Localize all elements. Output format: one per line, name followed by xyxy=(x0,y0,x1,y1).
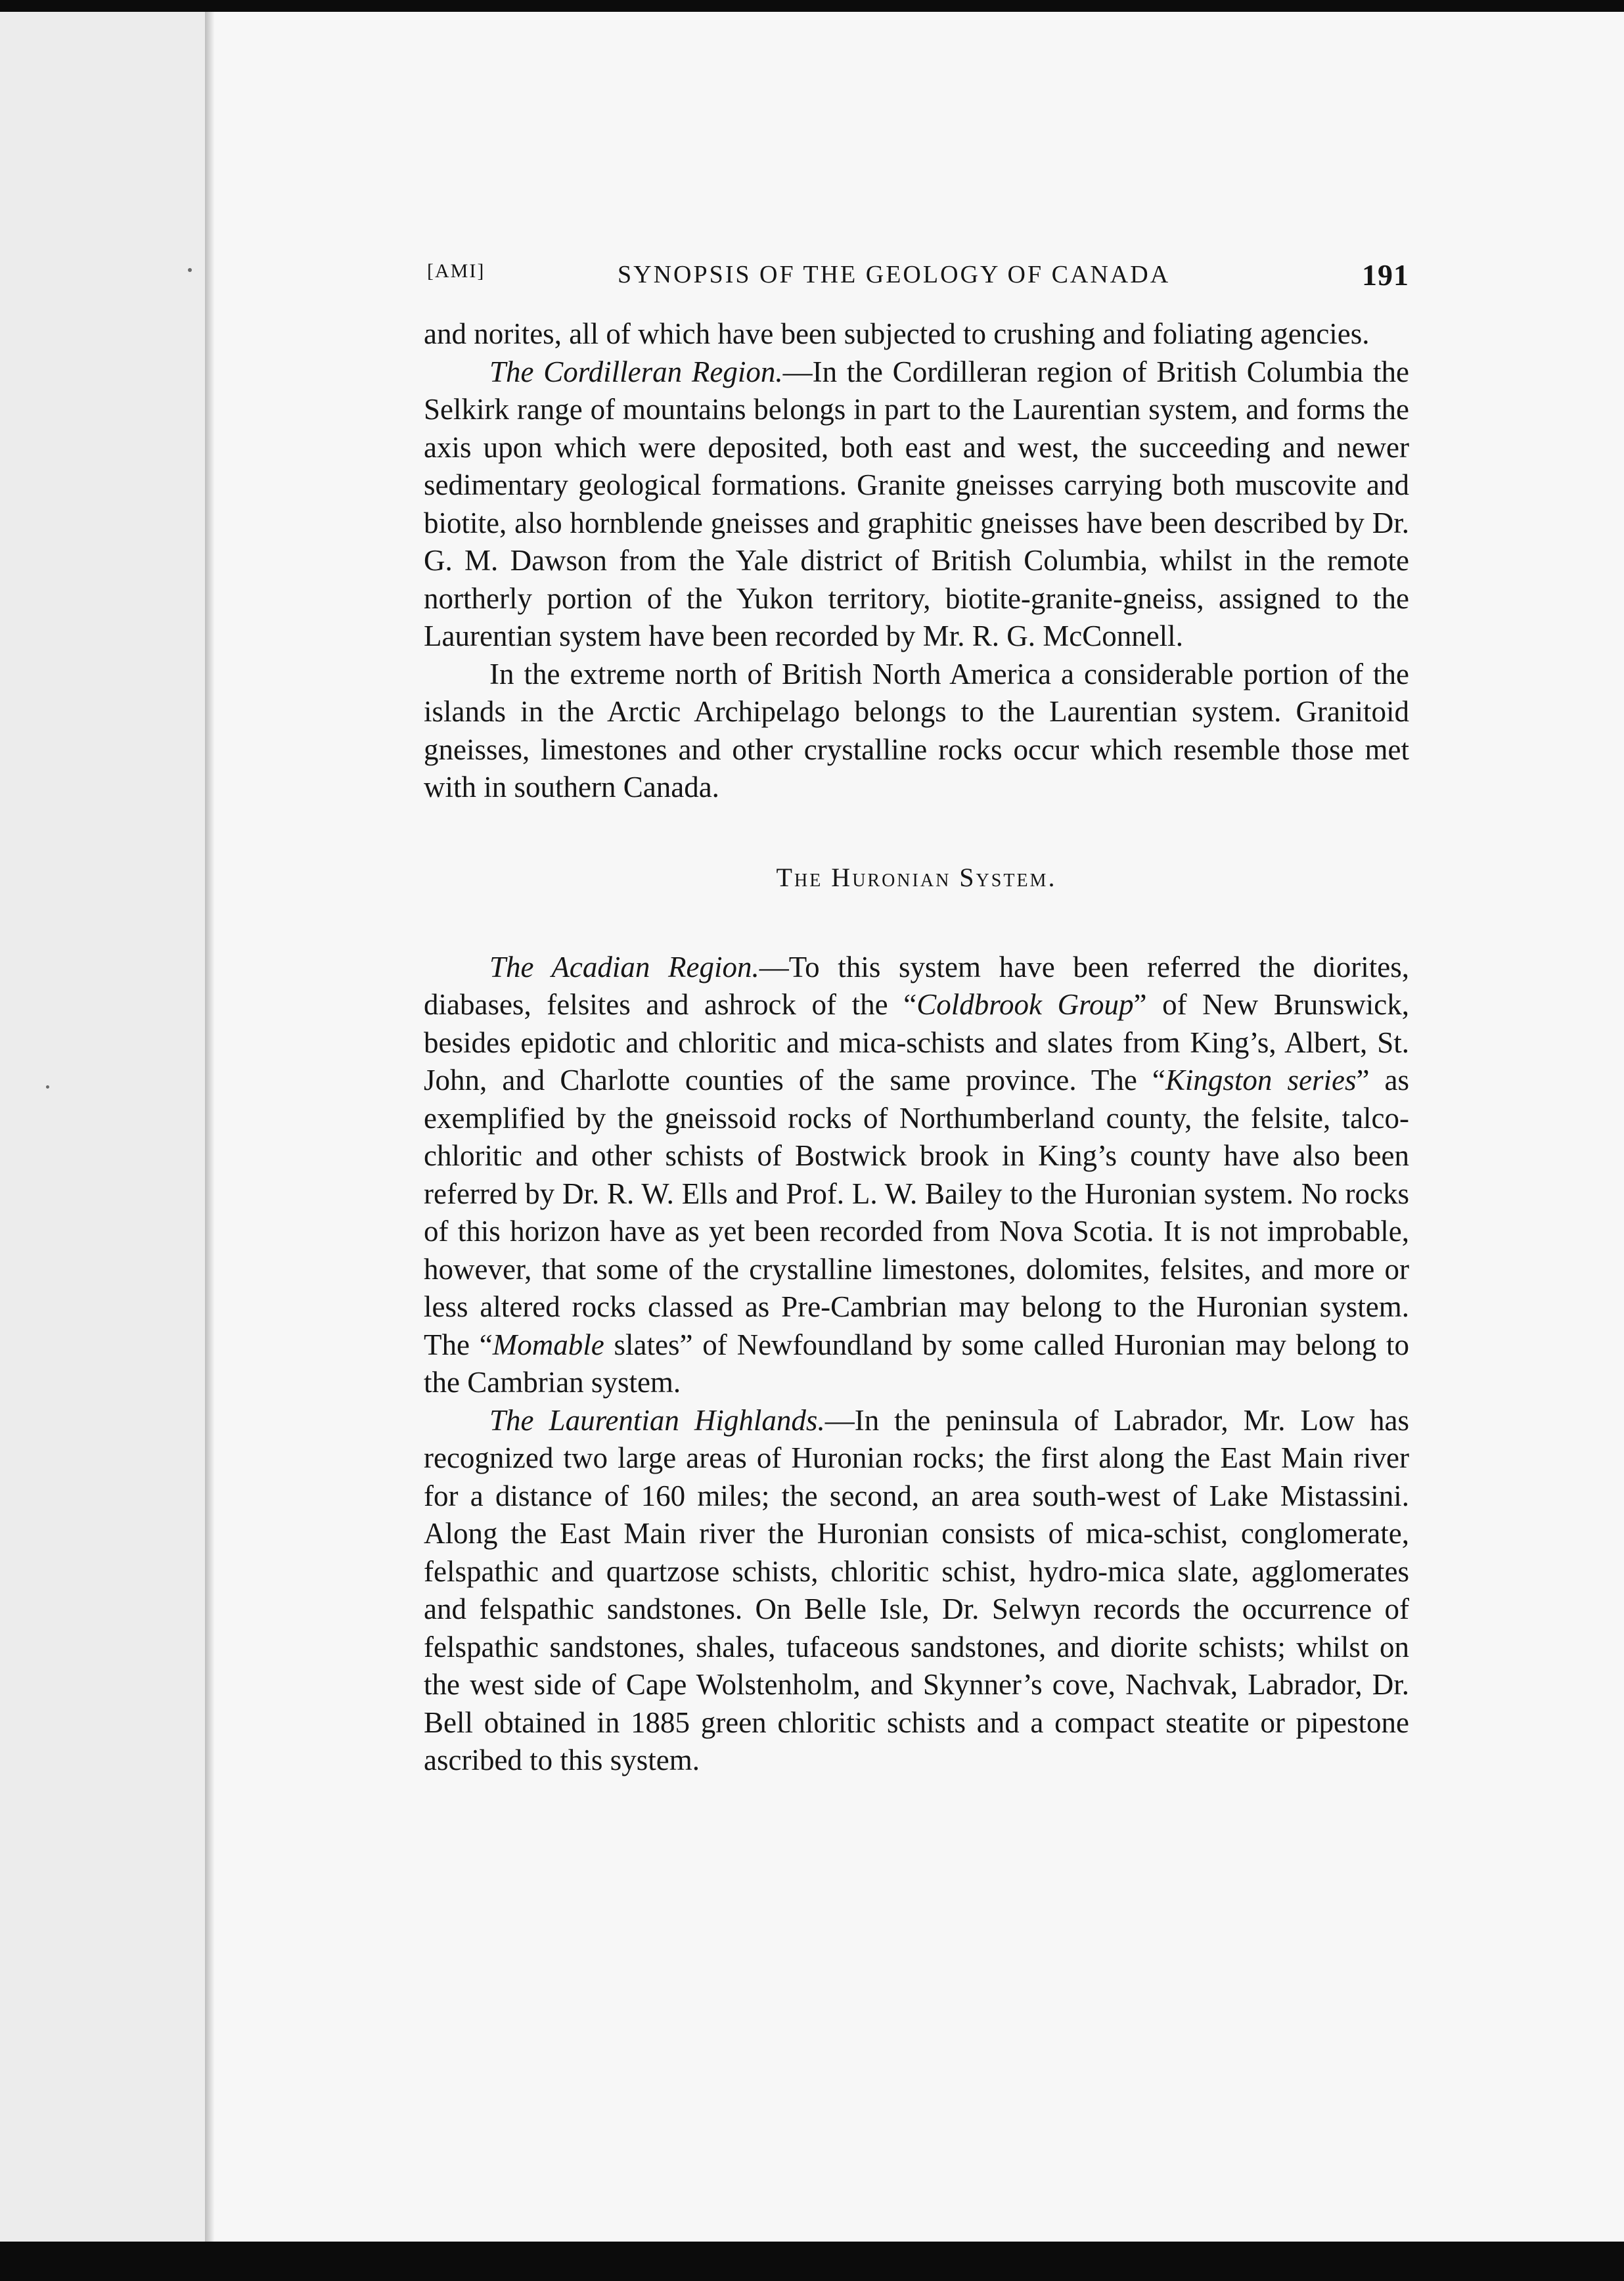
italic-term: Coldbrook Group xyxy=(916,988,1134,1021)
paragraph-acadian xyxy=(424,949,1409,1402)
scan-speck xyxy=(46,1085,49,1089)
italic-term: Momable xyxy=(492,1328,604,1361)
paragraph-text: —To this system have been referred the diorites, diabases, felsites and ashrock of the “ xyxy=(424,950,1409,1021)
paragraph-lead: The Acadian Region. xyxy=(489,950,759,983)
running-title: SYNOPSIS OF THE GEOLOGY OF CANADA xyxy=(618,261,1171,288)
paragraph-continued: and norites, all of which have been subjected to crushing and foliating agencies. xyxy=(424,317,1370,350)
facing-page xyxy=(0,12,209,2246)
paragraph-text: —In the peninsula of Labrador, Mr. Low has recognized two large areas of Huronian rocks; the first along the East Main river for a distance of 160 miles; the second, an area south-west of Lake Mistassini. Along the East Main river the Huronian consists of mica-schist, conglomerate, felspathic and quartzose schists, chloritic schist, hydro-mica slate, agglomerates and felspathic sandstones. On Belle Isle, Dr. Selwyn records the occurrence of felspathic sandstones, shales, tufaceous sandstones, and diorite schists; whilst on the west side of Cape Wolstenholm, and Skynner’s cove, Nachvak, Labrador, Dr. Bell obtained in 1885 green chloritic schists and a compact steatite or pipestone ascribed to this system. xyxy=(424,1403,1409,1776)
paragraph-text: slates” of Newfoundland by some called Huronian may belong to the Cambrian system. xyxy=(424,1328,1410,1399)
paragraph-text: ” of New Brunswick, besides epidotic and chloritic and mica-schists and slates from King’s, Albert, St. John, and Charlotte counties of the same province. The “ xyxy=(424,988,1409,1096)
italic-term: Kingston series xyxy=(1165,1064,1357,1096)
paragraph-cordilleran xyxy=(424,353,1409,656)
scan-speck xyxy=(188,268,192,272)
paragraph-lead: The Laurentian Highlands. xyxy=(489,1403,825,1437)
paragraph-arctic: In the extreme north of British North America a considerable portion of the islands in the Arctic Archipelago belongs to the Laurentian system. Granitoid gneisses, limestones and other crystalline rocks occur which resemble those met with in southern Canada. xyxy=(424,657,1409,803)
paragraph-lead: The Cordilleran Region. xyxy=(489,355,783,388)
scan-border xyxy=(0,2242,1624,2281)
page-number: 191 xyxy=(1362,258,1409,292)
paragraph-text: —In the Cordilleran region of British Columbia the Selkirk range of mountains belongs in part to the Laurentian system, and forms the axis upon which were deposited, both east and west, the succeeding and newer sedimentary geological formations. Granite gneisses carrying both muscovite and biotite, also hornblende gneisses and graphitic gneisses have been described by Dr. G. M. Dawson from the Yale district of British Columbia, whilst in the remote northerly portion of the Yukon territory, biotite-granite-gneiss, assigned to the Laurentian system have been recorded by Mr. R. G. McConnell. xyxy=(424,355,1409,652)
paragraph-text: ” as exemplified by the gneissoid rocks of Northumberland county, the felsite, talco-chloritic and other schists of Bostwick brook in King’s county have also been referred by Dr. R. W. Ells and Prof. L. W. Bailey to the Huronian system. No rocks of this horizon have as yet been recorded from Nova Scotia. It is not improbable, however, that some of the crystalline limestones, dolomites, felsites, and more or less altered rocks classed as Pre-Cambrian may belong to the Huronian system. The “ xyxy=(424,1064,1409,1361)
signature-mark: [AMI] xyxy=(427,260,485,282)
running-header xyxy=(427,258,1409,297)
section-heading: The Huronian System. xyxy=(776,862,1057,892)
book-gutter xyxy=(205,12,214,2246)
paragraph-laurentian xyxy=(424,1402,1409,1780)
page-body xyxy=(424,315,1409,1780)
